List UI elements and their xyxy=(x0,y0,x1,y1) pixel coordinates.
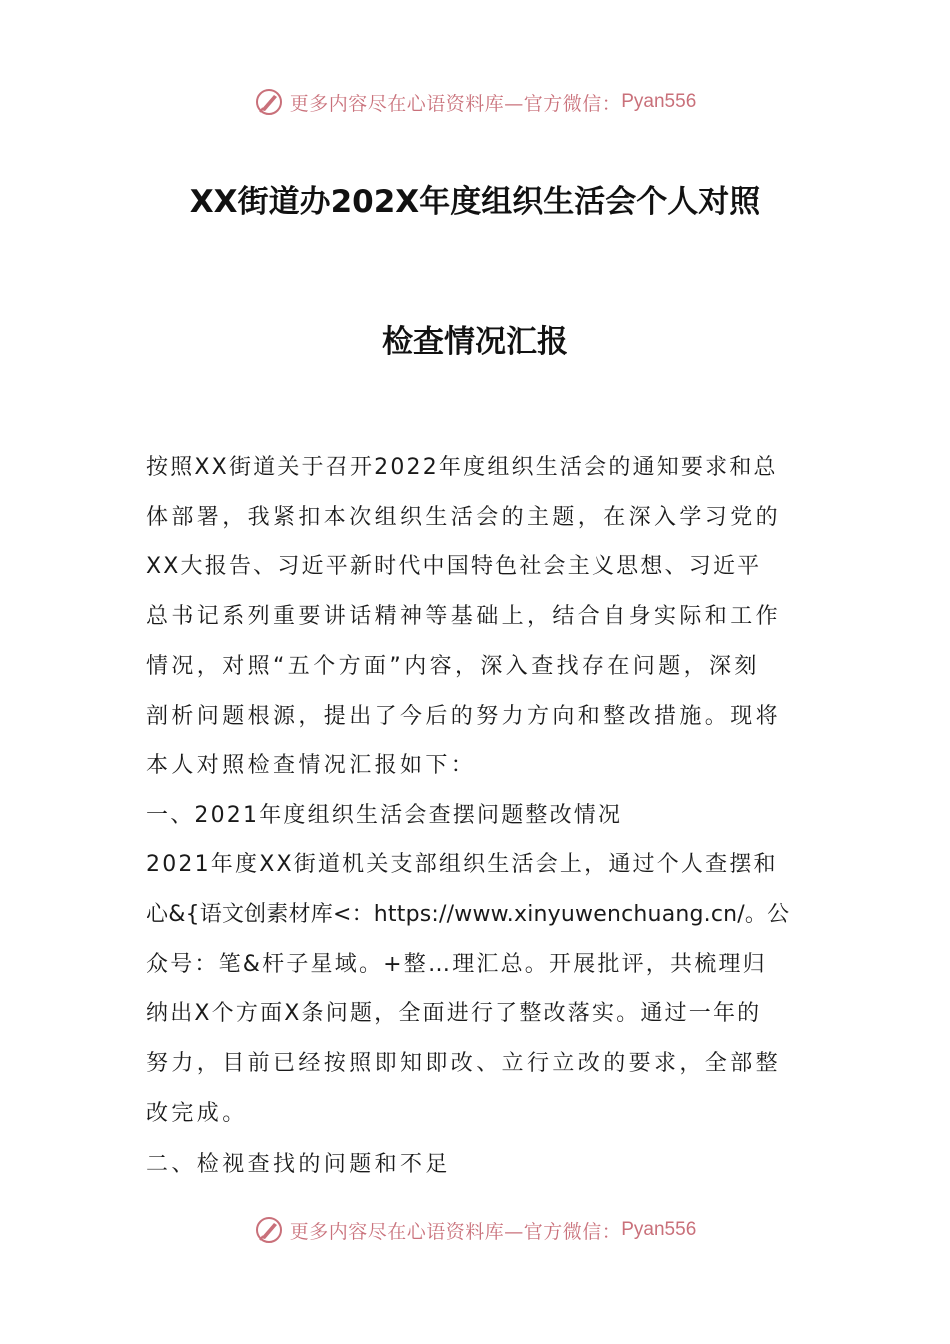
header-watermark xyxy=(0,82,950,122)
section-heading-1: 一、2021年度组织生活会查摆问题整改情况 xyxy=(146,803,623,828)
quill-logo-icon xyxy=(254,87,284,117)
watermark-wechat-id: Pyan556 xyxy=(621,1219,697,1240)
body-line: 剖析问题根源，提出了今后的努力方向和整改措施。现将 xyxy=(146,704,782,729)
body-line: 本人对照检查情况汇报如下： xyxy=(146,753,477,778)
body-line: 心&{语文创素材库<：https://www.xinyuwenchuang.cn/。公 xyxy=(146,902,790,927)
quill-logo-icon xyxy=(254,1215,284,1245)
body-line: 纳出X个方面X条问题，全面进行了整改落实。通过一年的 xyxy=(146,1001,762,1026)
body-line: XX大报告、习近平新时代中国特色社会主义思想、习近平 xyxy=(146,554,762,579)
body-line: 按照XX街道关于召开2022年度组织生活会的通知要求和总 xyxy=(146,455,778,480)
footer-watermark xyxy=(0,1210,950,1250)
watermark-text: 更多内容尽在心语资料库—官方微信： xyxy=(289,1220,622,1243)
section-heading-2: 二、检视查找的问题和不足 xyxy=(146,1152,451,1177)
body-line: 努力，目前已经按照即知即改、立行立改的要求，全部整 xyxy=(146,1051,782,1076)
body-line: 众号：笔&杆子星域。+整…理汇总。开展批评，共梳理归 xyxy=(146,952,767,977)
document-title-line-1: XX街道办202X年度组织生活会个人对照 xyxy=(189,184,761,220)
body-line: 改完成。 xyxy=(146,1101,248,1126)
watermark-wechat-id: Pyan556 xyxy=(621,91,697,112)
body-line: 总书记系列重要讲话精神等基础上，结合自身实际和工作 xyxy=(146,604,782,629)
document-title-line-2: 检查情况汇报 xyxy=(382,324,568,360)
watermark-text: 更多内容尽在心语资料库—官方微信： xyxy=(289,92,622,115)
body-line: 情况，对照“五个方面”内容，深入查找存在问题，深刻 xyxy=(146,654,760,679)
body-line: 2021年度XX街道机关支部组织生活会上，通过个人查摆和 xyxy=(146,852,778,877)
body-line: 体部署，我紧扣本次组织生活会的主题，在深入学习党的 xyxy=(146,505,782,530)
